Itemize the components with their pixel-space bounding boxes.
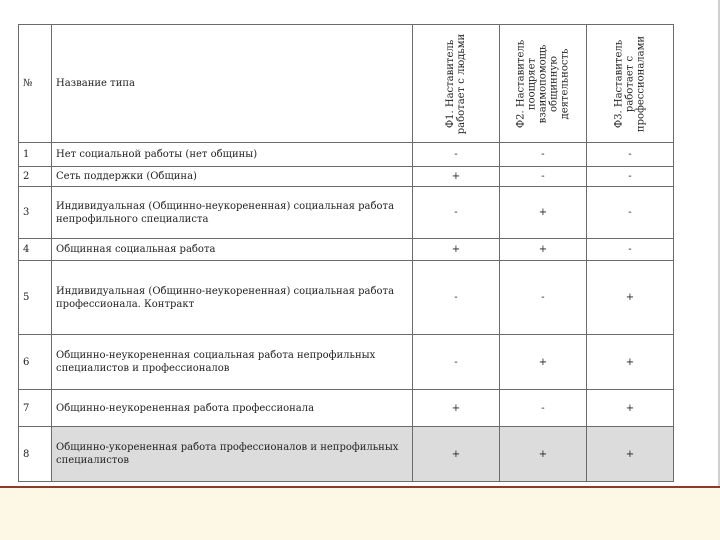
row-f3-value: + <box>587 427 674 482</box>
row-number: 6 <box>19 335 52 390</box>
row-type-name: Общинно-неукорененная работа профессионала <box>52 390 413 427</box>
row-f1-value: - <box>413 261 500 335</box>
row-type-name: Сеть поддержки (Община) <box>52 167 413 187</box>
table-row <box>19 335 674 390</box>
row-f1-value: + <box>413 390 500 427</box>
row-f3-value: - <box>587 167 674 187</box>
row-f3-value: + <box>587 261 674 335</box>
header-type-name: Название типа <box>52 25 413 143</box>
table-row <box>19 390 674 427</box>
table-row <box>19 187 674 239</box>
row-f2-value: - <box>500 167 587 187</box>
header-f3: Ф3. Наставитель работает с профессионалами <box>613 35 647 132</box>
row-f3-value: - <box>587 187 674 239</box>
row-f3-value: - <box>587 143 674 167</box>
header-f2-cell <box>500 25 587 143</box>
row-type-name: Индивидуальная (Общинно-неукорененная) социальная работа профессионала. Контракт <box>52 261 413 335</box>
row-f2-value: - <box>500 261 587 335</box>
row-type-name: Общинная социальная работа <box>52 239 413 261</box>
row-f2-value: + <box>500 187 587 239</box>
row-f1-value: - <box>413 143 500 167</box>
row-f2-value: - <box>500 390 587 427</box>
table-row <box>19 239 674 261</box>
row-f2-value: + <box>500 427 587 482</box>
table-row <box>19 167 674 187</box>
types-table <box>18 24 674 482</box>
header-number: № <box>19 25 52 143</box>
row-f2-value: + <box>500 239 587 261</box>
row-number: 1 <box>19 143 52 167</box>
row-f1-value: + <box>413 427 500 482</box>
header-f2: Ф2. Наставитель поощряет взаимопомощь общинную деятельность <box>515 39 571 128</box>
row-number: 2 <box>19 167 52 187</box>
footer-band <box>0 488 720 540</box>
table-row <box>19 143 674 167</box>
row-f3-value: + <box>587 335 674 390</box>
header-f1-cell <box>413 25 500 143</box>
row-f3-value: + <box>587 390 674 427</box>
row-type-name: Общинно-неукорененная социальная работа непрофильных специалистов и профессионалов <box>52 335 413 390</box>
row-number: 4 <box>19 239 52 261</box>
table-row <box>19 427 674 482</box>
row-f3-value: - <box>587 239 674 261</box>
row-f1-value: - <box>413 335 500 390</box>
row-number: 3 <box>19 187 52 239</box>
header-f3-cell <box>587 25 674 143</box>
row-f1-value: + <box>413 239 500 261</box>
row-number: 8 <box>19 427 52 482</box>
row-f1-value: - <box>413 187 500 239</box>
row-type-name: Индивидуальная (Общинно-неукорененная) социальная работа непрофильного специалиста <box>52 187 413 239</box>
table-header-row <box>19 25 674 143</box>
row-number: 7 <box>19 390 52 427</box>
table-row <box>19 261 674 335</box>
header-f1: Ф1. Наставитель работает с людьми <box>445 33 467 134</box>
row-number: 5 <box>19 261 52 335</box>
row-f2-value: - <box>500 143 587 167</box>
row-f2-value: + <box>500 335 587 390</box>
row-type-name: Общинно-укорененная работа профессионалов и непрофильных специалистов <box>52 427 413 482</box>
row-type-name: Нет социальной работы (нет общины) <box>52 143 413 167</box>
row-f1-value: + <box>413 167 500 187</box>
